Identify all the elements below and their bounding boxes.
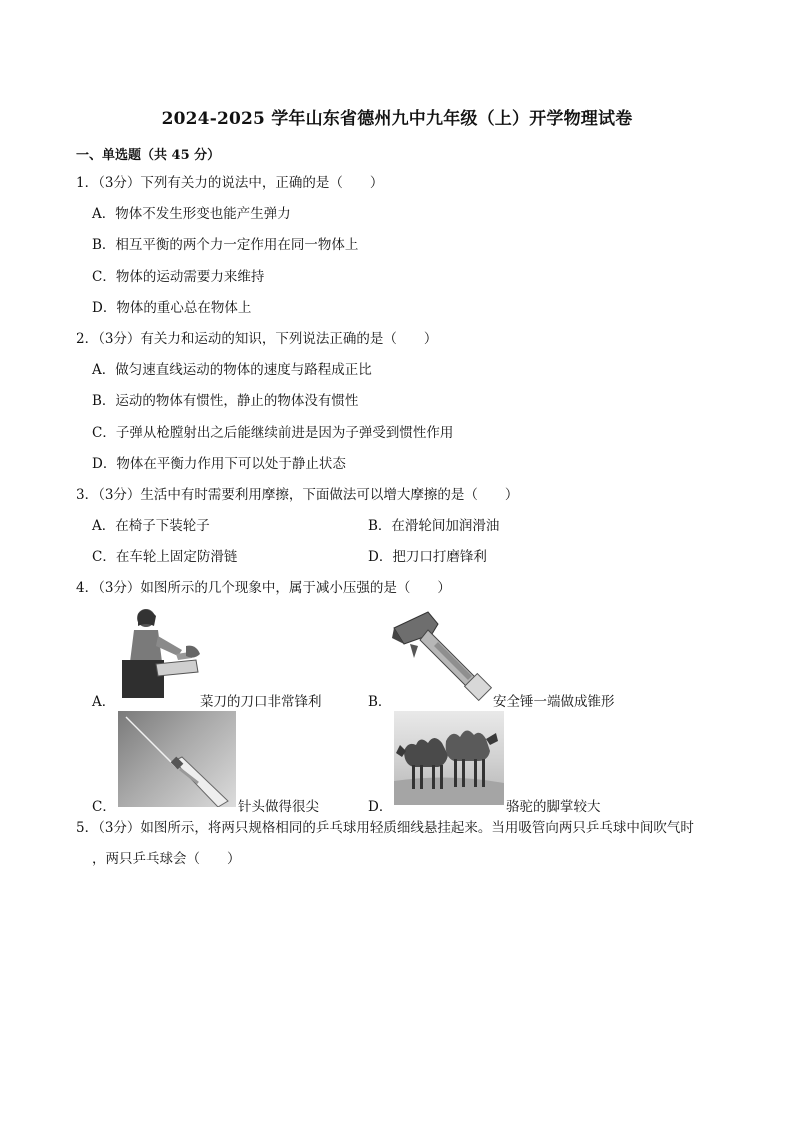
question-4-option-c-caption: 针头做得很尖	[238, 799, 319, 815]
question-2-option-d: D．物体在平衡力作用下可以处于静止状态	[92, 456, 346, 472]
question-5-stem-line-1: 5．（3分）如图所示，将两只规格相同的乒乓球用轻质细线悬挂起来。当用吸管向两只乒乓球中间吹气时	[76, 820, 694, 836]
question-1-option-c: C．物体的运动需要力来维持	[92, 269, 265, 285]
section-heading: 一、单选题（共 45 分）	[76, 148, 221, 163]
question-2-option-b: B．运动的物体有惯性，静止的物体没有惯性	[92, 393, 359, 409]
question-2-option-a: A．做匀速直线运动的物体的速度与路程成正比	[92, 362, 372, 378]
question-1-option-b: B．相互平衡的两个力一定作用在同一物体上	[92, 237, 359, 253]
camel-image	[394, 711, 504, 805]
knife-cutting-image	[116, 606, 202, 702]
question-1-option-d: D．物体的重心总在物体上	[92, 300, 252, 316]
question-2-stem: 2．（3分）有关力和运动的知识，下列说法正确的是（ ）	[76, 331, 438, 347]
syringe-needle-image	[118, 711, 236, 807]
question-2-option-c: C．子弹从枪膛射出之后能继续前进是因为子弹受到惯性作用	[92, 425, 454, 441]
question-3-option-d: D．把刀口打磨锋利	[368, 549, 487, 565]
question-1-stem: 1．（3分）下列有关力的说法中，正确的是（ ）	[76, 175, 384, 191]
question-3-option-a: A．在椅子下装轮子	[92, 518, 210, 534]
question-3-stem: 3．（3分）生活中有时需要利用摩擦，下面做法可以增大摩擦的是（ ）	[76, 487, 519, 503]
question-5-stem-line-2: ，两只乒乓球会（ ）	[92, 851, 241, 867]
page-title: 2024-2025 学年山东省德州九中九年级（上）开学物理试卷	[161, 109, 633, 129]
question-1-option-a: A．物体不发生形变也能产生弹力	[92, 206, 291, 222]
question-4-stem: 4．（3分）如图所示的几个现象中，属于减小压强的是（ ）	[76, 580, 451, 596]
question-4-option-d-caption: 骆驼的脚掌较大	[506, 799, 601, 815]
question-4-option-a-letter: A．	[92, 694, 116, 710]
question-4-option-b-letter: B．	[368, 694, 392, 710]
question-4-option-b-caption: 安全锤一端做成锥形	[493, 694, 615, 710]
question-3-option-b: B．在滑轮间加润滑油	[368, 518, 500, 534]
question-4-option-d-letter: D．	[368, 799, 393, 815]
safety-hammer-image	[392, 608, 492, 704]
question-4-option-c-letter: C．	[92, 799, 116, 815]
question-4-option-a-caption: 菜刀的刀口非常锋利	[200, 694, 322, 710]
question-3-option-c: C．在车轮上固定防滑链	[92, 549, 238, 565]
